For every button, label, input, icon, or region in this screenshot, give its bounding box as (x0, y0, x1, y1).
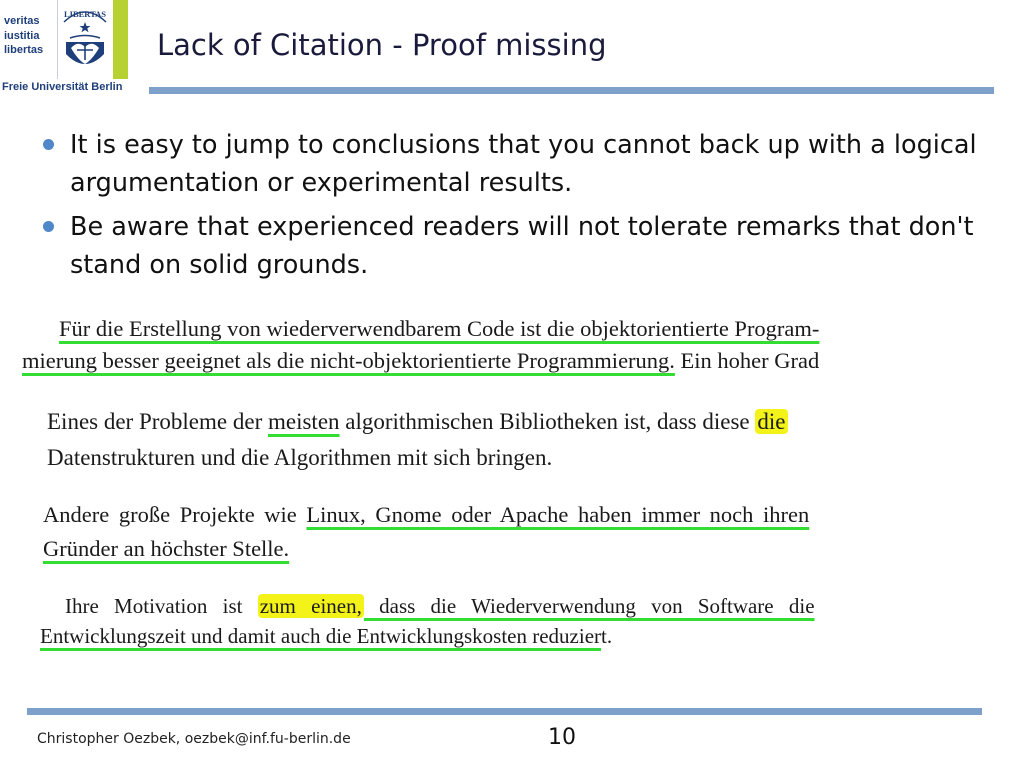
excerpt-motivation (0, 592, 1024, 656)
excerpt-projects (0, 500, 1024, 570)
bullet-dot-icon (43, 221, 54, 232)
excerpt-line (47, 409, 788, 435)
excerpt-libraries (0, 405, 1024, 475)
seal-text: LIBERTAS (63, 9, 107, 19)
logo-motto-word: iustitia (4, 29, 40, 42)
footer-divider (27, 708, 982, 715)
excerpt-line (22, 348, 819, 374)
excerpt-line (43, 536, 289, 562)
underlined-text: mierung besser geeignet als die nicht-objektorientierte Programmierung. (22, 348, 675, 373)
excerpt-text: Eines der Probleme der (47, 409, 268, 434)
underlined-text: Linux, Gnome oder Apache haben immer noch ihren (306, 502, 810, 527)
underlined-text: Gründer an höchster Stelle. (43, 536, 290, 561)
bullet-text: It is easy to jump to conclusions that you cannot back up with a logical argumentation or experimental results. (70, 130, 977, 198)
seal-graphic (58, 0, 112, 79)
title-divider (149, 87, 994, 94)
university-name: Freie Universität Berlin (2, 81, 123, 93)
bullet-item (40, 208, 990, 284)
highlighted-text: zum einen, (259, 594, 362, 618)
excerpt-text: t. (601, 624, 613, 648)
bullet-text: Be aware that experienced readers will not tolerate remarks that don't stand on solid grounds. (70, 212, 974, 280)
excerpt-text: algorithmischen Bibliotheken ist, dass diese (339, 409, 756, 434)
excerpt-oop-code (0, 310, 1024, 380)
footer-author: Christopher Oezbek, oezbek@inf.fu-berlin.de (37, 731, 351, 747)
logo-motto-word: libertas (4, 44, 44, 56)
bullet-dot-icon (43, 139, 54, 150)
excerpt-text: Ihre Motivation ist (65, 594, 258, 618)
excerpt-line (40, 624, 612, 649)
excerpt-text: Andere große Projekte wie (43, 502, 307, 527)
university-seal-icon (57, 0, 112, 79)
underlined-text: meisten (267, 409, 340, 434)
bullet-list (40, 126, 990, 290)
excerpt-line (43, 502, 809, 528)
excerpt-line (47, 445, 552, 471)
excerpt-line (65, 594, 815, 619)
highlighted-text: die (757, 409, 786, 434)
excerpt-text: Ein hoher Grad (674, 348, 820, 373)
logo-motto-word: veritas (4, 15, 40, 27)
page-number: 10 (548, 725, 576, 750)
bullet-item (40, 126, 990, 202)
logo-accent-bar (113, 0, 128, 79)
underlined-text: Entwicklungszeit und damit auch die Entwicklungskosten reduzier (40, 624, 602, 648)
underlined-text: Für die Erstellung von wiederverwendbarem Code ist die objektorientierte Program- (59, 316, 820, 341)
slide-title: Lack of Citation - Proof missing (157, 28, 607, 62)
excerpt-line (59, 316, 819, 342)
underlined-text: dass die Wiederverwendung von Software die (363, 594, 815, 618)
logo-motto (4, 14, 43, 58)
university-logo (0, 0, 130, 96)
excerpt-text: Datenstrukturen und die Algorithmen mit sich bringen. (47, 445, 553, 470)
